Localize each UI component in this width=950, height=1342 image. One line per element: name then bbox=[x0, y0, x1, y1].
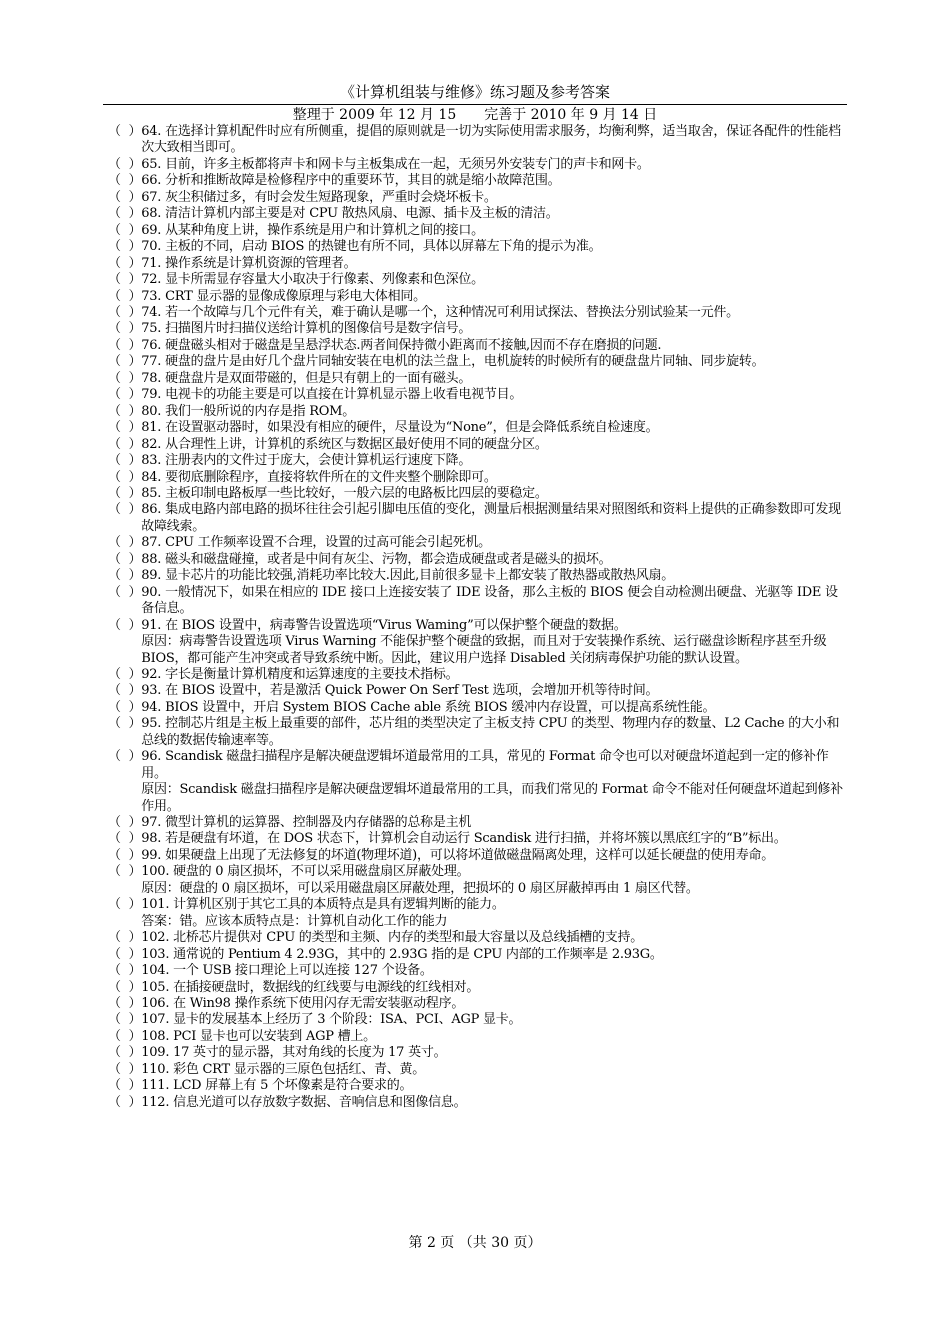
question-body bbox=[141, 420, 850, 436]
question-body bbox=[141, 618, 850, 667]
answer-blank: （ ） bbox=[108, 1012, 142, 1028]
document-dates: 整理于 2009 年 12 月 15 完善于 2010 年 9 月 14 日 bbox=[292, 107, 658, 123]
question-item bbox=[108, 535, 850, 551]
question-text: 101. 计算机区别于其它工具的本质特点是具有逻辑判断的能力。 bbox=[141, 897, 505, 913]
question-item bbox=[108, 963, 850, 979]
question-body bbox=[141, 848, 850, 864]
question-text: 111. LCD 屏幕上有 5 个坏像素是符合要求的。 bbox=[141, 1078, 413, 1094]
question-body bbox=[141, 535, 850, 551]
question-body bbox=[141, 470, 850, 486]
answer-blank: （ ） bbox=[108, 502, 142, 518]
question-body bbox=[141, 815, 850, 831]
question-item bbox=[108, 1095, 850, 1111]
answer-blank: （ ） bbox=[108, 124, 142, 139]
question-text: 94. BIOS 设置中，开启 System BIOS Cache able 系统 BIOS 缓冲内存设置，可以提高系统性能。 bbox=[141, 699, 716, 715]
page-number: 第 2 页 （共 30 页） bbox=[408, 1235, 542, 1251]
question-text: 77. 硬盘的盘片是由好几个盘片同轴安装在电机的法兰盘上，电机旋转的时候所有的硬盘盘片同轴、同步旋转。 bbox=[141, 354, 765, 370]
answer-blank: （ ） bbox=[108, 387, 142, 403]
answer-blank: （ ） bbox=[108, 156, 142, 172]
question-body bbox=[141, 453, 850, 469]
question-text: 83. 注册表内的文件过于庞大，会使计算机运行速度下降。 bbox=[141, 453, 472, 469]
question-body bbox=[141, 749, 850, 815]
answer-blank: （ ） bbox=[108, 946, 142, 962]
question-item bbox=[108, 289, 850, 305]
question-item bbox=[108, 190, 850, 206]
question-item bbox=[108, 1012, 850, 1028]
question-body bbox=[141, 239, 850, 255]
question-text: 67. 灰尘积储过多，有时会发生短路现象，严重时会烧坏板卡。 bbox=[141, 189, 497, 205]
question-body bbox=[141, 223, 850, 239]
question-body bbox=[141, 305, 850, 321]
question-body bbox=[141, 321, 850, 337]
answer-blank: （ ） bbox=[108, 897, 142, 913]
question-item bbox=[108, 568, 850, 584]
question-body bbox=[141, 700, 850, 716]
answer-blank: （ ） bbox=[108, 930, 142, 946]
question-text: 78. 硬盘盘片是双面带磁的，但是只有朝上的一面有磁头。 bbox=[141, 370, 472, 386]
question-text: 103. 通常说的 Pentium 4 2.93G，其中的 2.93G 指的是 CPU 内部的工作频率是 2.93G。 bbox=[141, 946, 663, 962]
answer-blank: （ ） bbox=[108, 831, 142, 847]
answer-blank: （ ） bbox=[108, 189, 142, 205]
answer-blank: （ ） bbox=[108, 864, 142, 880]
question-item bbox=[108, 947, 850, 963]
question-item bbox=[108, 256, 850, 272]
question-body bbox=[141, 996, 850, 1012]
answer-blank: （ ） bbox=[108, 568, 142, 584]
question-text: 96. Scandisk 磁盘扫描程序是解决硬盘逻辑坏道最常用的工具，常见的 Format 命令也可以对硬盘坏道起到一定的修补作用。 bbox=[141, 749, 829, 781]
question-body bbox=[141, 387, 850, 403]
question-body bbox=[141, 354, 850, 370]
question-item bbox=[108, 716, 850, 749]
question-body bbox=[141, 437, 850, 453]
question-text: 112. 信息光道可以存放数字数据、音响信息和图像信息。 bbox=[141, 1094, 467, 1110]
question-text: 68. 清洁计算机内部主要是对 CPU 散热风扇、电源、插卡及主板的清洁。 bbox=[141, 206, 559, 222]
question-item bbox=[108, 420, 850, 436]
answer-blank: （ ） bbox=[108, 239, 142, 255]
question-item bbox=[108, 1078, 850, 1094]
question-text: 75. 扫描图片时扫描仪送给计算机的图像信号是数字信号。 bbox=[141, 321, 472, 337]
question-body bbox=[141, 157, 850, 173]
question-body bbox=[141, 1078, 850, 1094]
answer-blank: （ ） bbox=[108, 699, 142, 715]
question-text: 71. 操作系统是计算机资源的管理者。 bbox=[141, 255, 357, 271]
question-text: 84. 要彻底删除程序，直接将软件所在的文件夹整个删除即可。 bbox=[141, 469, 497, 485]
question-item bbox=[108, 930, 850, 946]
question-text: 108. PCI 显卡也可以安装到 AGP 槽上。 bbox=[141, 1028, 376, 1044]
question-text: 73. CRT 显示器的显像成像原理与彩电大体相同。 bbox=[141, 288, 426, 304]
answer-blank: （ ） bbox=[108, 403, 142, 419]
question-item bbox=[108, 338, 850, 354]
question-text: 104. 一个 USB 接口理论上可以连接 127 个设备。 bbox=[141, 963, 433, 979]
answer-blank: （ ） bbox=[108, 288, 142, 304]
question-text: 90. 一般情况下，如果在相应的 IDE 接口上连接安装了 IDE 设备，那么主板的 BIOS 便会自动检测出硬盘、光驱等 IDE 设备信息。 bbox=[141, 584, 838, 617]
answer-blank: （ ） bbox=[108, 255, 142, 271]
answer-blank: （ ） bbox=[108, 222, 142, 238]
question-text: 99. 如果硬盘上出现了无法修复的坏道(物理坏道)，可以将坏道做磁盘隔离处理，这样可以延长硬盘的使用寿命。 bbox=[141, 847, 774, 863]
question-list bbox=[108, 124, 850, 1111]
answer-blank: （ ） bbox=[108, 1061, 142, 1077]
question-text: 98. 若是硬盘有坏道，在 DOS 状态下，计算机会自动运行 Scandisk 进行扫描，并将坏簇以黑底红字的“B”标出。 bbox=[141, 831, 787, 847]
question-text: 102. 北桥芯片提供对 CPU 的类型和主频、内存的类型和最大容量以及总线插槽的支持。 bbox=[141, 930, 644, 946]
question-body bbox=[141, 716, 850, 749]
answer-blank: （ ） bbox=[108, 436, 142, 452]
question-text: 79. 电视卡的功能主要是可以直接在计算机显示器上收看电视节目。 bbox=[141, 387, 523, 403]
answer-blank: （ ） bbox=[108, 666, 142, 682]
question-text: 80. 我们一般所说的内存是指 ROM。 bbox=[141, 403, 355, 419]
question-item bbox=[108, 749, 850, 815]
question-text: 82. 从合理性上讲，计算机的系统区与数据区最好使用不同的硬盘分区。 bbox=[141, 436, 548, 452]
answer-blank: （ ） bbox=[108, 847, 142, 863]
question-text: 69. 从某种角度上讲，操作系统是用户和计算机之间的接口。 bbox=[141, 222, 484, 238]
document-title: 《计算机组装与维修》练习题及参考答案 bbox=[339, 83, 610, 101]
answer-blank: （ ） bbox=[108, 173, 142, 189]
header-rule bbox=[103, 104, 847, 105]
question-item bbox=[108, 618, 850, 667]
answer-blank: （ ） bbox=[108, 535, 142, 551]
answer-blank: （ ） bbox=[108, 206, 142, 222]
question-item bbox=[108, 404, 850, 420]
answer-blank: （ ） bbox=[108, 963, 142, 979]
answer-blank: （ ） bbox=[108, 1045, 142, 1061]
question-text: 105. 在插接硬盘时，数据线的红线要与电源线的红线相对。 bbox=[141, 979, 480, 995]
question-body bbox=[141, 1045, 850, 1061]
question-text: 72. 显卡所需显存容量大小取决于行像素、列像素和色深位。 bbox=[141, 272, 484, 288]
question-item bbox=[108, 173, 850, 189]
question-item bbox=[108, 552, 850, 568]
question-explanation: 原因：硬盘的 0 扇区损坏，可以采用磁盘扇区屏蔽处理，把损坏的 0 扇区屏蔽掉再由 1 扇区代替。 bbox=[141, 880, 699, 896]
question-item bbox=[108, 124, 850, 157]
question-item bbox=[108, 239, 850, 255]
question-item bbox=[108, 223, 850, 239]
answer-blank: （ ） bbox=[108, 1028, 142, 1044]
question-body bbox=[141, 1062, 850, 1078]
question-text: 89. 显卡芯片的功能比较强,消耗功率比较大.因此,目前很多显卡上都安装了散热器或散热风扇。 bbox=[141, 568, 674, 584]
question-body bbox=[141, 963, 850, 979]
question-text: 87. CPU 工作频率设置不合理，设置的过高可能会引起死机。 bbox=[141, 535, 491, 551]
answer-blank: （ ） bbox=[108, 485, 142, 501]
question-item bbox=[108, 831, 850, 847]
question-text: 66. 分析和推断故障是检修程序中的重要环节，其目的就是缩小故障范围。 bbox=[141, 173, 561, 189]
question-explanation: 答案：错。应该本质特点是：计算机自动化工作的能力 bbox=[141, 913, 448, 929]
question-text: 110. 彩色 CRT 显示器的三原色包括红、青、黄。 bbox=[141, 1061, 426, 1077]
answer-blank: （ ） bbox=[108, 683, 142, 699]
question-body bbox=[141, 864, 850, 897]
question-body bbox=[141, 1095, 850, 1111]
question-text: 76. 硬盘磁头相对于磁盘是呈悬浮状态.两者间保持微小距离而不接触,因而不存在磨损的问题. bbox=[141, 337, 662, 353]
question-body bbox=[141, 897, 850, 930]
question-item bbox=[108, 700, 850, 716]
question-item bbox=[108, 683, 850, 699]
question-text: 65. 目前，许多主板都将声卡和网卡与主板集成在一起，无须另外安装专门的声卡和网卡。 bbox=[141, 156, 650, 172]
answer-blank: （ ） bbox=[108, 420, 142, 436]
question-item bbox=[108, 157, 850, 173]
question-text: 92. 字长是衡量计算机精度和运算速度的主要技术指标。 bbox=[141, 666, 459, 682]
question-body bbox=[141, 683, 850, 699]
answer-blank: （ ） bbox=[108, 370, 142, 386]
answer-blank: （ ） bbox=[108, 716, 142, 732]
question-text: 70. 主板的不同，启动 BIOS 的热键也有所不同，具体以屏幕左下角的提示为准。 bbox=[141, 239, 602, 255]
answer-blank: （ ） bbox=[108, 304, 142, 320]
question-body bbox=[141, 502, 850, 535]
question-item bbox=[108, 272, 850, 288]
question-text: 85. 主板印制电路板厚一些比较好，一般六层的电路板比四层的要稳定。 bbox=[141, 485, 548, 501]
question-body bbox=[141, 980, 850, 996]
question-text: 95. 控制芯片组是主板上最重要的部件，芯片组的类型决定了主板支持 CPU 的类型、物理内存的数量、L2 Cache 的大小和总线的数据传输速率等。 bbox=[141, 716, 840, 748]
question-item bbox=[108, 453, 850, 469]
question-text: 64. 在选择计算机配件时应有所侧重，提倡的原则就是一切为实际使用需求服务，均衡利弊，适当取舍，保证各配件的性能档次大致相当即可。 bbox=[141, 124, 841, 156]
answer-blank: （ ） bbox=[108, 354, 142, 370]
question-text: 109. 17 英寸的显示器，其对角线的长度为 17 英寸。 bbox=[141, 1045, 447, 1061]
question-item bbox=[108, 667, 850, 683]
question-item bbox=[108, 848, 850, 864]
question-text: 107. 显卡的发展基本上经历了 3 个阶段：ISA、PCI、AGP 显卡。 bbox=[141, 1012, 522, 1028]
question-body bbox=[141, 190, 850, 206]
question-item bbox=[108, 437, 850, 453]
question-item bbox=[108, 1062, 850, 1078]
question-item bbox=[108, 305, 850, 321]
question-item bbox=[108, 815, 850, 831]
question-text: 97. 微型计算机的运算器、控制器及内存储器的总称是主机 bbox=[141, 815, 472, 831]
question-item bbox=[108, 1029, 850, 1045]
question-body bbox=[141, 371, 850, 387]
answer-blank: （ ） bbox=[108, 337, 142, 353]
question-item bbox=[108, 864, 850, 897]
question-item bbox=[108, 996, 850, 1012]
answer-blank: （ ） bbox=[108, 617, 142, 633]
question-item bbox=[108, 354, 850, 370]
question-body bbox=[141, 486, 850, 502]
question-item bbox=[108, 321, 850, 337]
answer-blank: （ ） bbox=[108, 815, 142, 831]
question-body bbox=[141, 338, 850, 354]
question-text: 91. 在 BIOS 设置中，病毒警告设置选项“Virus Waming”可以保护整个硬盘的数据。 bbox=[141, 617, 627, 633]
question-item bbox=[108, 980, 850, 996]
answer-blank: （ ） bbox=[108, 551, 142, 567]
question-item bbox=[108, 206, 850, 222]
answer-blank: （ ） bbox=[108, 979, 142, 995]
question-body bbox=[141, 124, 850, 157]
question-body bbox=[141, 667, 850, 683]
answer-blank: （ ） bbox=[108, 453, 142, 469]
question-text: 93. 在 BIOS 设置中，若是激活 Quick Power On Serf Test 选项，会增加开机等待时间。 bbox=[141, 683, 659, 699]
answer-blank: （ ） bbox=[108, 996, 142, 1012]
question-body bbox=[141, 568, 850, 584]
question-body bbox=[141, 930, 850, 946]
question-item bbox=[108, 1045, 850, 1061]
question-item bbox=[108, 897, 850, 930]
question-explanation: 原因：病毒警告设置选项 Virus Warning 不能保护整个硬盘的致据，而且对于安装操作系统、运行磁盘诊断程序甚至升级 BIOS，都可能产生冲突或者导致系统中断。因此，建议用户选择 Disabled 关闭病毒保护功能的默认设置。 bbox=[141, 634, 827, 666]
question-item bbox=[108, 502, 850, 535]
question-body bbox=[141, 289, 850, 305]
question-body bbox=[141, 552, 850, 568]
question-body bbox=[141, 947, 850, 963]
question-item bbox=[108, 470, 850, 486]
question-body bbox=[141, 256, 850, 272]
question-item bbox=[108, 486, 850, 502]
question-body bbox=[141, 1029, 850, 1045]
question-item bbox=[108, 387, 850, 403]
answer-blank: （ ） bbox=[108, 1078, 142, 1094]
question-text: 106. 在 Win98 操作系统下使用闪存无需安装驱动程序。 bbox=[141, 996, 465, 1012]
question-body bbox=[141, 404, 850, 420]
question-text: 88. 磁头和磁盘碰撞，或者是中间有灰尘、污物，都会造成硬盘或者是磁头的损坏。 bbox=[141, 551, 612, 567]
question-explanation: 原因：Scandisk 磁盘扫描程序是解决硬盘逻辑坏道最常用的工具，而我们常见的 Format 命令不能对任何硬盘坏道起到修补作用。 bbox=[141, 782, 843, 814]
answer-blank: （ ） bbox=[108, 321, 142, 337]
question-body bbox=[141, 173, 850, 189]
answer-blank: （ ） bbox=[108, 584, 142, 600]
answer-blank: （ ） bbox=[108, 272, 142, 288]
question-item bbox=[108, 371, 850, 387]
question-body bbox=[141, 206, 850, 222]
answer-blank: （ ） bbox=[108, 1094, 142, 1110]
question-body bbox=[141, 585, 850, 618]
answer-blank: （ ） bbox=[108, 749, 142, 765]
question-text: 74. 若一个故障与几个元件有关，难于确认是哪一个，这种情况可利用试探法、替换法分别试验某一元件。 bbox=[141, 304, 739, 320]
question-item bbox=[108, 585, 850, 618]
question-text: 81. 在设置驱动器时，如果没有相应的硬件，尽量设为“None”，但是会降低系统自检速度。 bbox=[141, 420, 659, 436]
question-body bbox=[141, 1012, 850, 1028]
question-text: 86. 集成电路内部电路的损坏往往会引起引脚电压值的变化，测量后根据测量结果对照图纸和资料上提供的正确参数即可发现故障线索。 bbox=[141, 502, 841, 534]
question-text: 100. 硬盘的 0 扇区损坏，不可以采用磁盘扇区屏蔽处理。 bbox=[141, 864, 470, 880]
question-body bbox=[141, 272, 850, 288]
question-body bbox=[141, 831, 850, 847]
answer-blank: （ ） bbox=[108, 469, 142, 485]
